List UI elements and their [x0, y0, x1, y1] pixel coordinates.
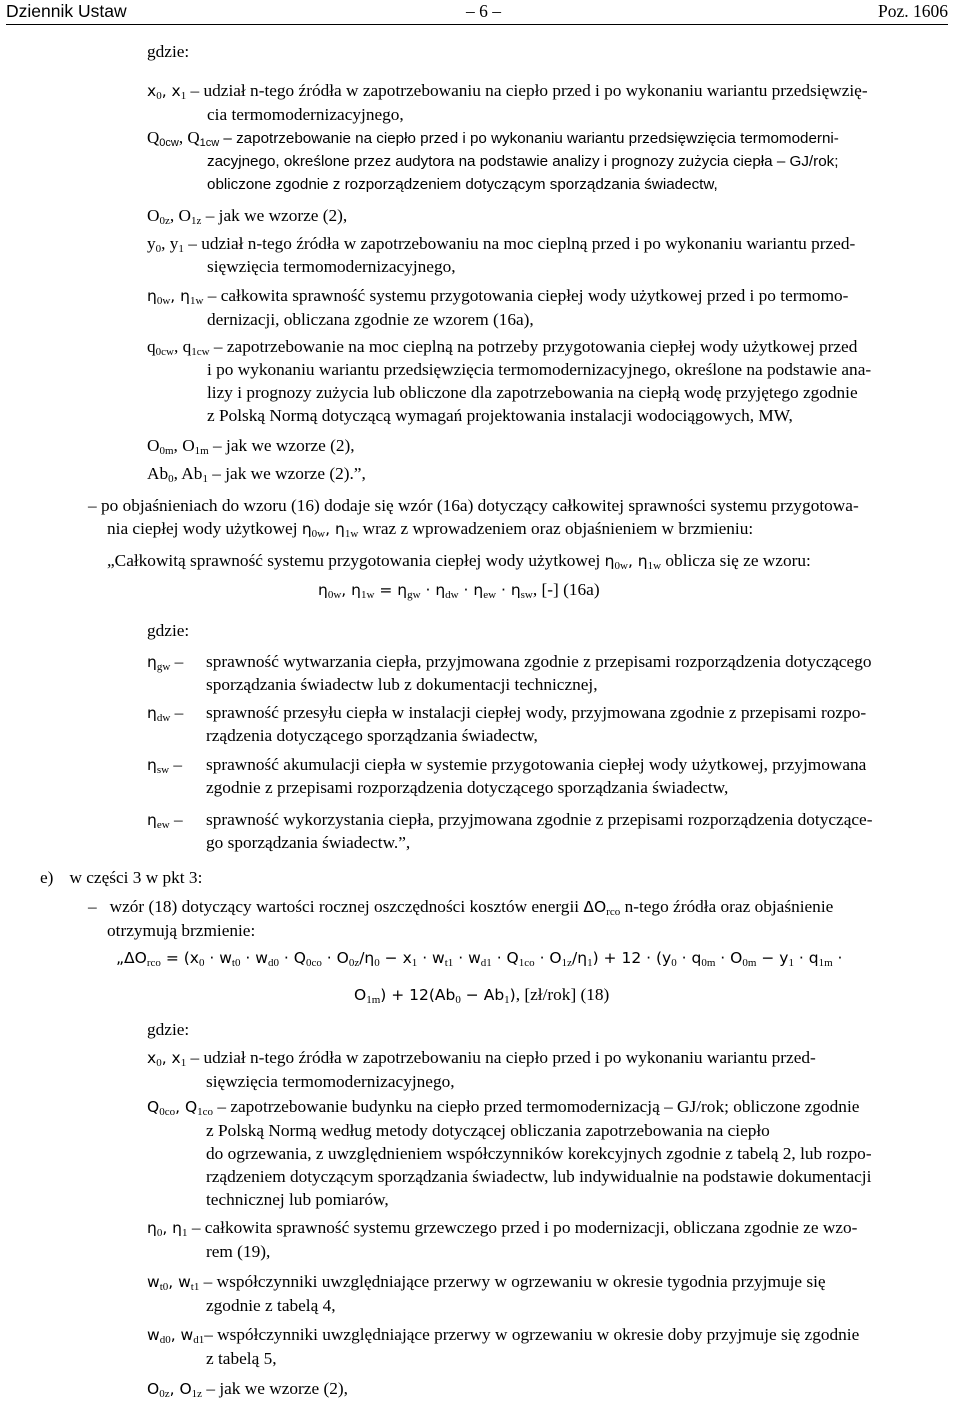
def-o: $O_{0z}$, $O_{1z}$ – jak we wzorze (2), [147, 206, 348, 227]
eta-definition [147, 753, 955, 799]
eta-description-cont: zgodnie z przepisami rozporządzenia dotyczącego sporządzania świadectw, [206, 778, 729, 797]
eta-symbol: $\eta_{ew}$ – [147, 810, 183, 831]
definition-line: do ogrzewania, z uwzględnieniem współczynników korekcyjnych zgodnie z tabelą 2, lub rozpo- [206, 1144, 872, 1163]
definition-line: zgodnie z tabelą 4, [206, 1296, 336, 1315]
def-qs: $q_{0cw}$, $q_{1cw}$ – zapotrzebowanie na moc cieplną na potrzeby przygotowania ciepłej wody użytkowej przed i po wykonaniu wariantu przedsięwzięcia termomodernizacyjnego, określone na podstawie ana- lizy i prognozy zużycia lub obliczone dla zapotrzebowania na ciepłą wodę przyjętego zgodnie z Polską Normą dotyczącą wymagań projektowania instalacji wodociągowych, MW, [147, 337, 872, 425]
eta-symbol: $\eta_{dw}$ – [147, 703, 184, 724]
eta-description: sprawność wytwarzania ciepła, przyjmowana zgodnie z przepisami rozporządzenia dotyczącego [206, 652, 872, 671]
eta-definition [147, 701, 955, 747]
symbol-definition: $x_0$, $x_1$ – udział n-tego źródła w zapotrzebowaniu na ciepło przed i po wykonaniu wariantu przed- sięwzięcia termomodernizacyjnego, [147, 1046, 955, 1093]
page-number: – 6 – [466, 1, 501, 21]
journal-title: Dziennik Ustaw [6, 1, 127, 21]
def-eta: $\eta_{0w}$, $\eta_{1w}$ – całkowita sprawność systemu przygotowania ciepłej wody użytkowej przed i po termomo- dernizacji, obliczana zgodnie ze wzorem (16a), [147, 286, 849, 329]
position-number: Poz. 1606 [878, 1, 948, 21]
eta-definition [147, 650, 955, 696]
eta-description: sprawność przesyłu ciepła w instalacji ciepłej wody, przyjmowana zgodnie z przepisami rozpo- [206, 703, 867, 722]
gdzie-label-2: gdzie: [147, 621, 190, 640]
eta-definition [147, 808, 955, 854]
quote-intro: „Całkowitą sprawność systemu przygotowania ciepłej wody użytkowej $\eta_{0w}$, $\eta_{1w}$ oblicza się ze wzoru: [107, 551, 811, 572]
def-x: $x_0$, $x_1$ – udział n-tego źródła w zapotrzebowaniu na ciepło przed i po wykonaniu wariantu przedsięwzię- cia termomodernizacyjnego, [147, 81, 868, 124]
eta-symbol: $\eta_{gw}$ – [147, 652, 184, 673]
definition-line: technicznej lub pomiarów, [206, 1190, 389, 1209]
header-rule [6, 24, 948, 25]
symbol-definition: $w_{t0}$, $w_{t1}$ – współczynniki uwzględniające przerwy w ogrzewaniu w okresie tygodnia przyjmuje się zgodnie z tabelą 4, [147, 1270, 955, 1317]
item-e [40, 866, 202, 889]
item-e-text: w części 3 w pkt 3: [69, 868, 203, 887]
symbol-definition: $Q_{0co}$, $Q_{1co}$ – zapotrzebowanie budynku na ciepło przed termomodernizacją – GJ/rok; obliczone zgodnie z Polską Normą według metody dotyczącej obliczania zapotrzebowania na ciepło do ogrzewania, z uwzględnieniem współczynników korekcyjnych zgodnie z tabelą 2, lub rozpo- rządzeniem dotyczącym sporządzania świadectw, lub indywidualnie na podstawie dokumentacji technicznej lub pomiarów, [147, 1095, 955, 1211]
definition-line: rem (19), [206, 1242, 271, 1261]
def-ab: $Ab_0$, $Ab_1$ – jak we wzorze (2).”, [147, 464, 366, 485]
definition-line: rządzeniem dotyczącym sporządzania świadectw, lub indywidualnie na podstawie dokumentacji [206, 1167, 872, 1186]
formula-18-line1: $„\Delta O_{rco} = (x_0 \cdot w_{t0} \cdot w_{d0} \cdot Q_{0co} \cdot O_{0z}/\eta_0 - x_1 \cdot w_{t1} \cdot w_{d1} \cdot Q_{1co} \cdot O_{1z}/\eta_1) + 12 \cdot (y_0 \cdot q_{0m} \cdot O_{0m} - y_1 \cdot q_{1m}$ · [116, 949, 843, 969]
eta-description-cont: go sporządzania świadectw.”, [206, 833, 411, 852]
formula-18-line2: $O_{1m}) + 12(Ab_0 - Ab_1)$, [zł/rok] (18) [354, 985, 610, 1006]
dash-item-16a: – po objaśnieniach do wzoru (16) dodaje się wzór (16a) dotyczący całkowitej sprawności systemu przygotowa- nia ciepłej wody użytkowej $\eta_{0w}$, $\eta_{1w}$ wraz z wprowadzeniem oraz objaśnieniem w brzmieniu: [88, 496, 859, 540]
page-header [6, 0, 948, 22]
symbol-definition: $\eta_0$, $\eta_1$ – całkowita sprawność systemu grzewczego przed i po modernizacji, obliczana zgodnie ze wzo- rem (19), [147, 1216, 955, 1263]
eta-description-cont: sporządzania świadectw lub z dokumentacji technicznej, [206, 675, 598, 694]
eta-description: sprawność akumulacji ciepła w systemie przygotowania ciepłej wody użytkowej, przyjmowana [206, 755, 867, 774]
eta-description: sprawność wykorzystania ciepła, przyjmowana zgodnie z przepisami rozporządzenia dotyczące- [206, 810, 873, 829]
eta-description-cont: rządzenia dotyczącego sporządzania świadectw, [206, 726, 538, 745]
def-y: $y_0$, $y_1$ – udział n-tego źródła w zapotrzebowaniu na moc cieplną przed i po wykonaniu wariantu przed- sięwzięcia termomodernizacyjnego, [147, 234, 856, 276]
def-q: $Q_{0cw}$, $Q_{1cw}$ – zapotrzebowanie na ciepło przed i po wykonaniu wariantu przedsięwzięcia termomoderni- zacyjnego, określone przez audytora na podstawie analizy i prognozy zużycia ciepła – GJ/rok; obliczone zgodnie z rozporządzeniem dotyczącym sporządzania świadectw, [147, 128, 839, 193]
item-e-label: e) [40, 868, 54, 887]
gdzie-label-1: gdzie: [147, 42, 190, 61]
symbol-definition: $w_{d0}$, $w_{d1}-$ współczynniki uwzględniające przerwy w ogrzewaniu w okresie doby przyjmuje się zgodnie z tabelą 5, [147, 1323, 955, 1370]
formula-16a: $\eta_{0w}$, $\eta_{1w} = \eta_{gw} \cdot \eta_{dw} \cdot \eta_{ew} \cdot \eta_{sw}$, [-] (16a) [318, 580, 600, 601]
definition-line: z tabelą 5, [206, 1349, 277, 1368]
definition-line: sięwzięcia termomodernizacyjnego, [206, 1072, 455, 1091]
gdzie-label-3: gdzie: [147, 1020, 190, 1039]
def-om: $O_{0m}$, $O_{1m}$ – jak we wzorze (2), [147, 436, 355, 457]
symbol-definition: $O_{0z}$, $O_{1z}$ – jak we wzorze (2), [147, 1379, 348, 1400]
definition-line: z Polską Normą według metody dotyczącej obliczania zapotrzebowania na ciepło [206, 1121, 770, 1140]
dash-item-18: – wzór (18) dotyczący wartości rocznej oszczędności kosztów energii $\Delta O_{rco}$ n-tego źródła oraz objaśnienie otrzymują brzmienie: [88, 897, 834, 940]
eta-symbol: $\eta_{sw}$ – [147, 755, 183, 776]
